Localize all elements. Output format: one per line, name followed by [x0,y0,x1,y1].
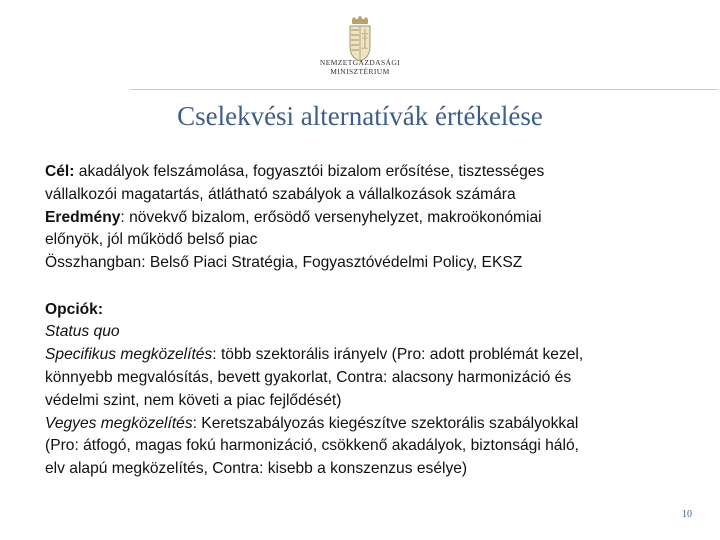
ministry-name-line1: NEMZETGAZDASÁGI [319,58,401,67]
slide-title: Cselekvési alternatívák értékelése [177,101,543,131]
specific-option-line-1 [45,344,685,367]
goal-text-2: vállalkozói magatartás, átlátható szabályok a vállalkozások számára [45,185,516,203]
mixed-text-3: elv alapú megközelítés, Contra: kisebb a konszenzus esélye) [45,460,468,478]
harmony-line: Összhangban: Belső Piaci Stratégia, Fogyasztóvédelmi Policy, EKSZ [45,254,523,272]
mixed-text-2: (Pro: átfogó, magas fokú harmonizáció, csökkenő akadályok, biztonsági háló, [45,437,579,455]
specific-text-3: védelmi szint, nem követi a piac fejlődését) [45,391,342,409]
result-text-2: előnyök, jól működő belső piac [45,231,258,249]
header-divider [130,89,718,90]
result-text-1: : növekvő bizalom, erősödő versenyhelyzet, makroökonómiai [120,208,542,226]
status-quo-option: Status quo [45,323,120,341]
result-label: Eredmény [45,208,121,226]
options-label: Opciók: [45,300,104,318]
goal-text-1: akadályok felszámolása, fogyasztói bizalom erősítése, tisztességes [74,163,545,180]
slide-body [45,161,685,481]
mixed-text-1: : Keretszabályozás kiegészítve szektorális szabályokkal [192,414,579,432]
goal-label: Cél: [45,163,75,180]
result-line-1 [45,207,685,230]
mixed-label: Vegyes megközelítés [45,414,193,432]
page-number: 10 [682,509,692,520]
goal-line-1 [45,161,685,184]
specific-label: Specifikus megközelítés [45,346,213,364]
mixed-option-line-1 [45,413,685,436]
ministry-name-line2: MINISZTÉRIUM [330,67,390,76]
paragraph-gap [45,275,685,299]
specific-text-2: könnyebb megvalósítás, bevett gyakorlat, Contra: alacsony harmonizáció és [45,369,572,387]
specific-text-1: : több szektorális irányelv (Pro: adott problémát kezel, [212,346,584,364]
ministry-name [300,58,420,76]
